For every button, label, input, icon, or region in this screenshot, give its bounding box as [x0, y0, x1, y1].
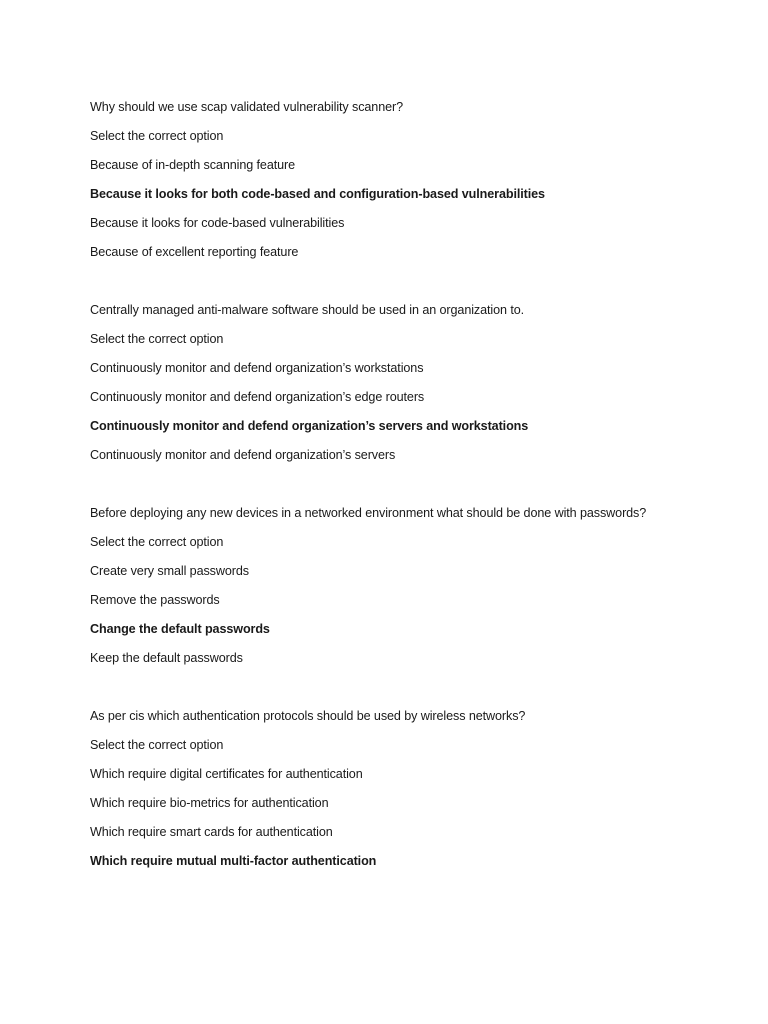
option-text: Continuously monitor and defend organization’s workstations: [90, 361, 424, 375]
option-text: Continuously monitor and defend organization’s edge routers: [90, 390, 425, 404]
option-text: Remove the passwords: [90, 593, 220, 607]
option-text: Because it looks for code-based vulnerabilities: [90, 216, 345, 230]
option-text: Which require smart cards for authentication: [90, 825, 333, 839]
quiz-content: [90, 93, 750, 905]
question-block-3: [90, 499, 750, 673]
question-block-4: [90, 702, 750, 876]
question-text: As per cis which authentication protocols should be used by wireless networks?: [90, 709, 526, 723]
select-prompt: Select the correct option: [90, 129, 224, 143]
correct-option-text: Continuously monitor and defend organization’s servers and workstations: [90, 419, 529, 433]
question-block-1: [90, 93, 750, 267]
question-text: Centrally managed anti-malware software should be used in an organization to.: [90, 303, 525, 317]
correct-option-text: Which require mutual multi-factor authentication: [90, 854, 377, 868]
option-text: Keep the default passwords: [90, 651, 243, 665]
select-prompt: Select the correct option: [90, 332, 224, 346]
select-prompt: Select the correct option: [90, 738, 224, 752]
option-text: Because of in-depth scanning feature: [90, 158, 296, 172]
select-prompt: Select the correct option: [90, 535, 224, 549]
option-text: Because of excellent reporting feature: [90, 245, 299, 259]
question-block-2: [90, 296, 750, 470]
correct-option-text: Because it looks for both code-based and configuration-based vulnerabilities: [90, 187, 545, 201]
option-text: Create very small passwords: [90, 564, 249, 578]
option-text: Which require bio-metrics for authentication: [90, 796, 329, 810]
question-text: Why should we use scap validated vulnerability scanner?: [90, 100, 404, 114]
option-text: Continuously monitor and defend organization’s servers: [90, 448, 396, 462]
question-text: Before deploying any new devices in a networked environment what should be done with passwords?: [90, 506, 647, 520]
correct-option-text: Change the default passwords: [90, 622, 270, 636]
option-text: Which require digital certificates for authentication: [90, 767, 363, 781]
